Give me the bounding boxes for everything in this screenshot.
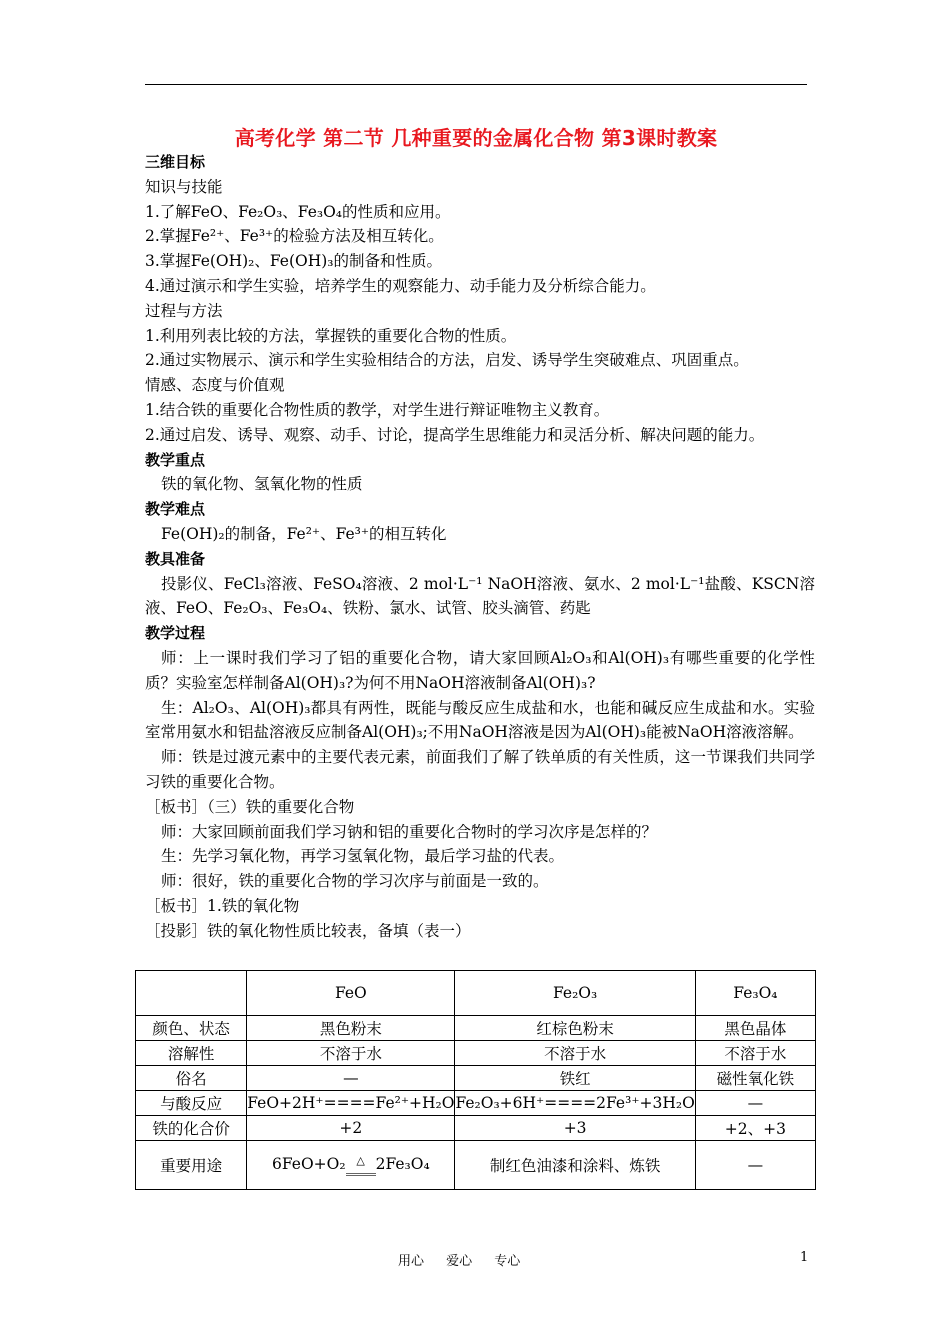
table-cell: — (695, 1141, 815, 1190)
table-cell: 不溶于水 (455, 1041, 695, 1066)
dialog-line: 师：上一课时我们学习了铝的重要化合物，请大家回顾Al₂O₃和Al(OH)₃有哪些重要的化学性质？实验室怎样制备Al(OH)₃?为何不用NaOH溶液制备Al(OH)₃? (145, 648, 815, 692)
emotion-heading: 情感、态度与价值观 (145, 376, 285, 395)
table-row (136, 1016, 816, 1041)
emotion-item: 2.通过启发、诱导、观察、动手、讨论，提高学生思维能力和灵活分析、解决问题的能力。 (145, 425, 765, 444)
process-item: 1.利用列表比较的方法，掌握铁的重要化合物的性质。 (145, 326, 517, 345)
reaction-arrow (346, 1154, 376, 1176)
table-row (136, 1091, 816, 1116)
table-cell: Fe₂O₃+6H⁺====2Fe³⁺+3H₂O (455, 1091, 695, 1116)
table-cell: 铁红 (455, 1066, 695, 1091)
table-row (136, 1116, 816, 1141)
knowledge-heading: 知识与技能 (145, 177, 223, 196)
table-cell: +3 (455, 1116, 695, 1141)
reaction-left: 6FeO+O₂ (272, 1155, 346, 1173)
goals-heading: 三维目标 (145, 153, 206, 171)
table-row-label: 溶解性 (136, 1041, 247, 1066)
table-row-label: 重要用途 (136, 1141, 247, 1190)
table-row-label: 颜色、状态 (136, 1016, 247, 1041)
projection-line: ［投影］铁的氧化物性质比较表，备填（表一） (145, 921, 471, 940)
tools-text: 投影仪、FeCl₃溶液、FeSO₄溶液、2 mol·L⁻¹ NaOH溶液、氨水、2 mol·L⁻¹盐酸、KSCN溶液、FeO、Fe₂O₃、Fe₃O₄、铁粉、氯水、试管、胶头滴管、药匙 (145, 574, 815, 618)
footer-text: 用心 爱心 专心 (398, 1254, 521, 1269)
table-header-row (136, 971, 816, 1016)
table-row (136, 1041, 816, 1066)
equals-sign (346, 1173, 376, 1176)
dialog-line: 生：Al₂O₃、Al(OH)₃都具有两性，既能与酸反应生成盐和水，也能和碱反应生成盐和水。实验室常用氨水和铝盐溶液反应制备Al(OH)₃;不用NaOH溶液是因为Al(OH)₃能被NaOH溶液溶解。 (145, 698, 815, 742)
table-row-label: 与酸反应 (136, 1091, 247, 1116)
table-cell: 黑色晶体 (695, 1016, 815, 1041)
emotion-item: 1.结合铁的重要化合物性质的教学，对学生进行辩证唯物主义教育。 (145, 400, 610, 419)
reaction-right: 2Fe₃O₄ (375, 1155, 430, 1173)
table-row-uses (136, 1141, 816, 1190)
table-cell: 黑色粉末 (247, 1016, 455, 1041)
heat-triangle-icon: △ (356, 1154, 365, 1167)
difficulty-heading: 教学难点 (145, 500, 206, 519)
table-cell: — (247, 1066, 455, 1091)
table-cell: FeO+2H⁺====Fe²⁺+H₂O (247, 1091, 455, 1116)
key-heading: 教学重点 (145, 450, 206, 469)
iron-oxide-table (135, 970, 816, 1190)
table-cell: 制红色油漆和涂料、炼铁 (455, 1141, 695, 1190)
table-header-cell (136, 971, 247, 1016)
dialog-line: 师：铁是过渡元素中的主要代表元素，前面我们了解了铁单质的有关性质，这一节课我们共同学习铁的重要化合物。 (145, 748, 815, 791)
knowledge-item: 3.掌握Fe(OH)₂、Fe(OH)₃的制备和性质。 (145, 252, 443, 271)
process-item: 2.通过实物展示、演示和学生实验相结合的方法，启发、诱导学生突破难点、巩固重点。 (145, 351, 749, 370)
document-body (145, 150, 815, 944)
board-line: ［板书］1.铁的氧化物 (145, 896, 300, 915)
page-title: 高考化学 第二节 几种重要的金属化合物 第3课时教案 (234, 126, 718, 150)
knowledge-item: 4.通过演示和学生实验，培养学生的观察能力、动手能力及分析综合能力。 (145, 276, 656, 295)
table-row-label: 铁的化合价 (136, 1116, 247, 1141)
header-rule (145, 84, 807, 85)
table-cell: 不溶于水 (695, 1041, 815, 1066)
tools-heading: 教具准备 (145, 549, 206, 568)
teaching-process-heading: 教学过程 (145, 624, 206, 643)
dialog-line: 师：大家回顾前面我们学习钠和铝的重要化合物时的学习次序是怎样的？ (161, 822, 658, 841)
page-number: 1 (800, 1250, 809, 1265)
dialog-line: 师：很好，铁的重要化合物的学习次序与前面是一致的。 (161, 872, 549, 891)
difficulty-text: Fe(OH)₂的制备，Fe²⁺、Fe³⁺的相互转化 (161, 524, 447, 543)
table-cell: 不溶于水 (247, 1041, 455, 1066)
table-header-cell: Fe₂O₃ (455, 971, 695, 1016)
table-cell: — (695, 1091, 815, 1116)
reaction-cell (247, 1141, 455, 1190)
table-header-cell: Fe₃O₄ (695, 971, 815, 1016)
table-cell: +2、+3 (695, 1116, 815, 1141)
dialog-line: 生：先学习氧化物，再学习氢氧化物，最后学习盐的代表。 (161, 847, 565, 866)
key-text: 铁的氧化物、氢氧化物的性质 (161, 475, 363, 494)
table-row-label: 俗名 (136, 1066, 247, 1091)
table-cell: +2 (247, 1116, 455, 1141)
table-cell: 红棕色粉末 (455, 1016, 695, 1041)
knowledge-item: 2.掌握Fe²⁺、Fe³⁺的检验方法及相互转化。 (145, 227, 444, 246)
process-heading: 过程与方法 (145, 301, 223, 320)
board-line: ［板书］（三）铁的重要化合物 (145, 797, 355, 816)
table-header-cell: FeO (247, 971, 455, 1016)
table-cell: 磁性氧化铁 (695, 1066, 815, 1091)
table-row (136, 1066, 816, 1091)
knowledge-item: 1.了解FeO、Fe₂O₃、Fe₃O₄的性质和应用。 (145, 202, 451, 221)
